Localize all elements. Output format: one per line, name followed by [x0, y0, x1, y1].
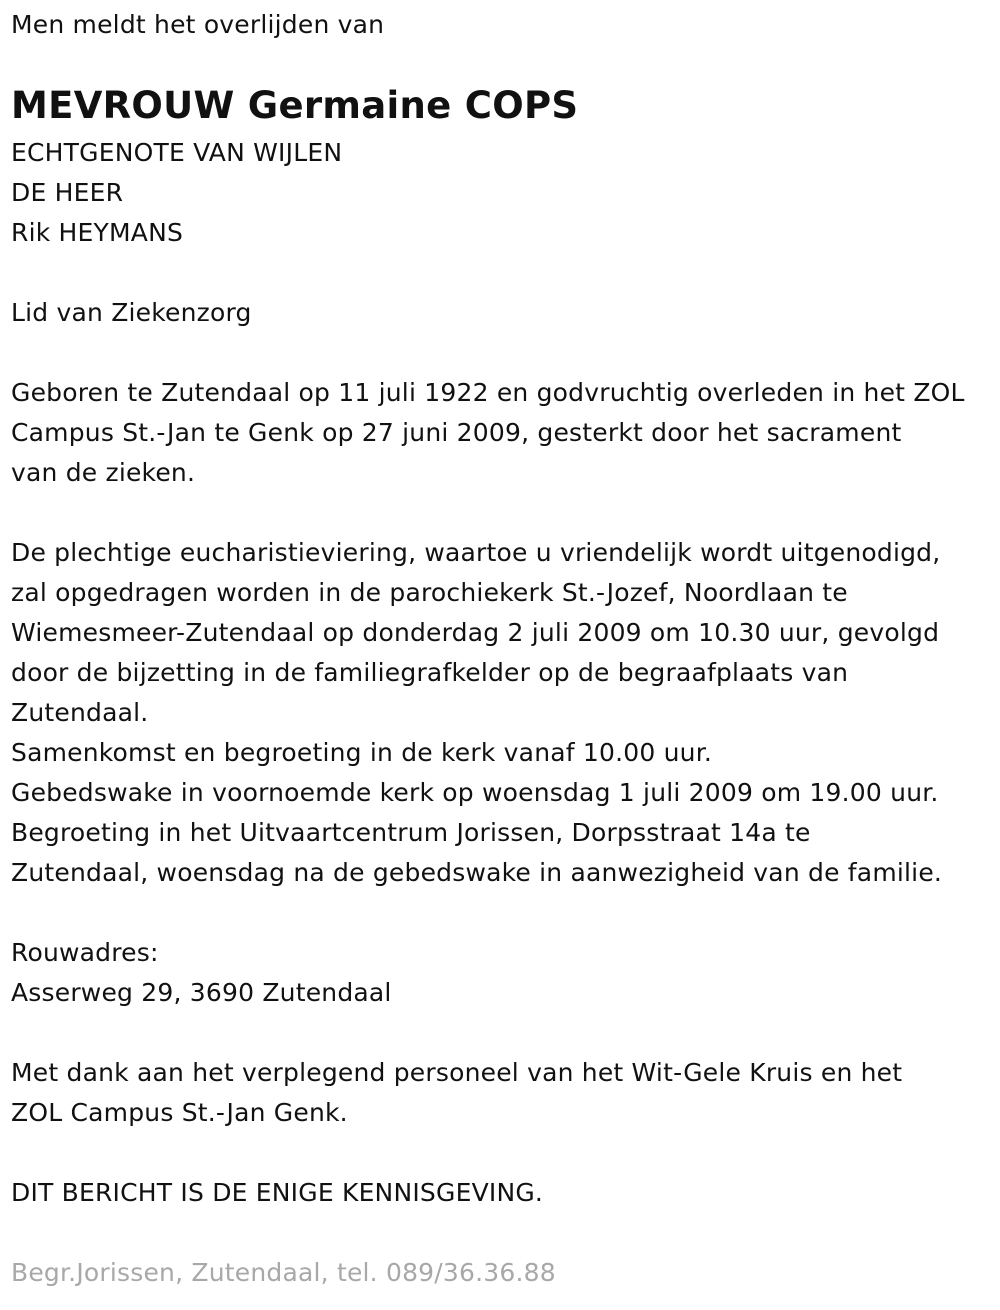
service-line: Zutendaal, woensdag na de gebedswake in aanwezigheid van de familie.: [11, 858, 943, 887]
deceased-name: MEVROUW Germaine COPS: [11, 84, 579, 127]
address-text: Asserweg 29, 3690 Zutendaal: [11, 978, 392, 1007]
service-line: Samenkomst en begroeting in de kerk vanaf 10.00 uur.: [11, 738, 713, 767]
birth-death-line: van de zieken.: [11, 458, 196, 487]
spouse-line: Rik HEYMANS: [11, 218, 184, 247]
thanks-block: [11, 1053, 902, 1133]
spouse-line: DE HEER: [11, 178, 124, 207]
thanks-line: Met dank aan het verplegend personeel van het Wit-Gele Kruis en het: [11, 1058, 903, 1087]
membership-text: Lid van Ziekenzorg: [11, 298, 252, 327]
final-notice: DIT BERICHT IS DE ENIGE KENNISGEVING.: [11, 1178, 544, 1207]
spouse-line: ECHTGENOTE VAN WIJLEN: [11, 138, 343, 167]
membership-block: [11, 293, 252, 333]
thanks-line: ZOL Campus St.-Jan Genk.: [11, 1098, 348, 1127]
birth-death-block: [11, 373, 965, 493]
spouse-block: [11, 133, 342, 253]
funeral-home-footer: Begr.Jorissen, Zutendaal, tel. 089/36.36.88: [11, 1258, 556, 1287]
birth-death-line: Campus St.-Jan te Genk op 27 juni 2009, gesterkt door het sacrament: [11, 418, 902, 447]
service-line: Wiemesmeer-Zutendaal op donderdag 2 juli 2009 om 10.30 uur, gevolgd: [11, 618, 940, 647]
address-block: [11, 933, 392, 1013]
service-line: De plechtige eucharistieviering, waartoe u vriendelijk wordt uitgenodigd,: [11, 538, 941, 567]
service-line: Begroeting in het Uitvaartcentrum Jorissen, Dorpsstraat 14a te: [11, 818, 811, 847]
birth-death-line: Geboren te Zutendaal op 11 juli 1922 en godvruchtig overleden in het ZOL: [11, 378, 965, 407]
service-line: Zutendaal.: [11, 698, 149, 727]
service-line: Gebedswake in voornoemde kerk op woensdag 1 juli 2009 om 19.00 uur.: [11, 778, 939, 807]
address-label: Rouwadres:: [11, 938, 159, 967]
intro-text: Men meldt het overlijden van: [11, 10, 385, 39]
final-notice-block: [11, 1173, 543, 1213]
service-block: [11, 533, 942, 893]
service-line: door de bijzetting in de familiegrafkelder op de begraafplaats van: [11, 658, 849, 687]
service-line: zal opgedragen worden in de parochiekerk St.-Jozef, Noordlaan te: [11, 578, 848, 607]
